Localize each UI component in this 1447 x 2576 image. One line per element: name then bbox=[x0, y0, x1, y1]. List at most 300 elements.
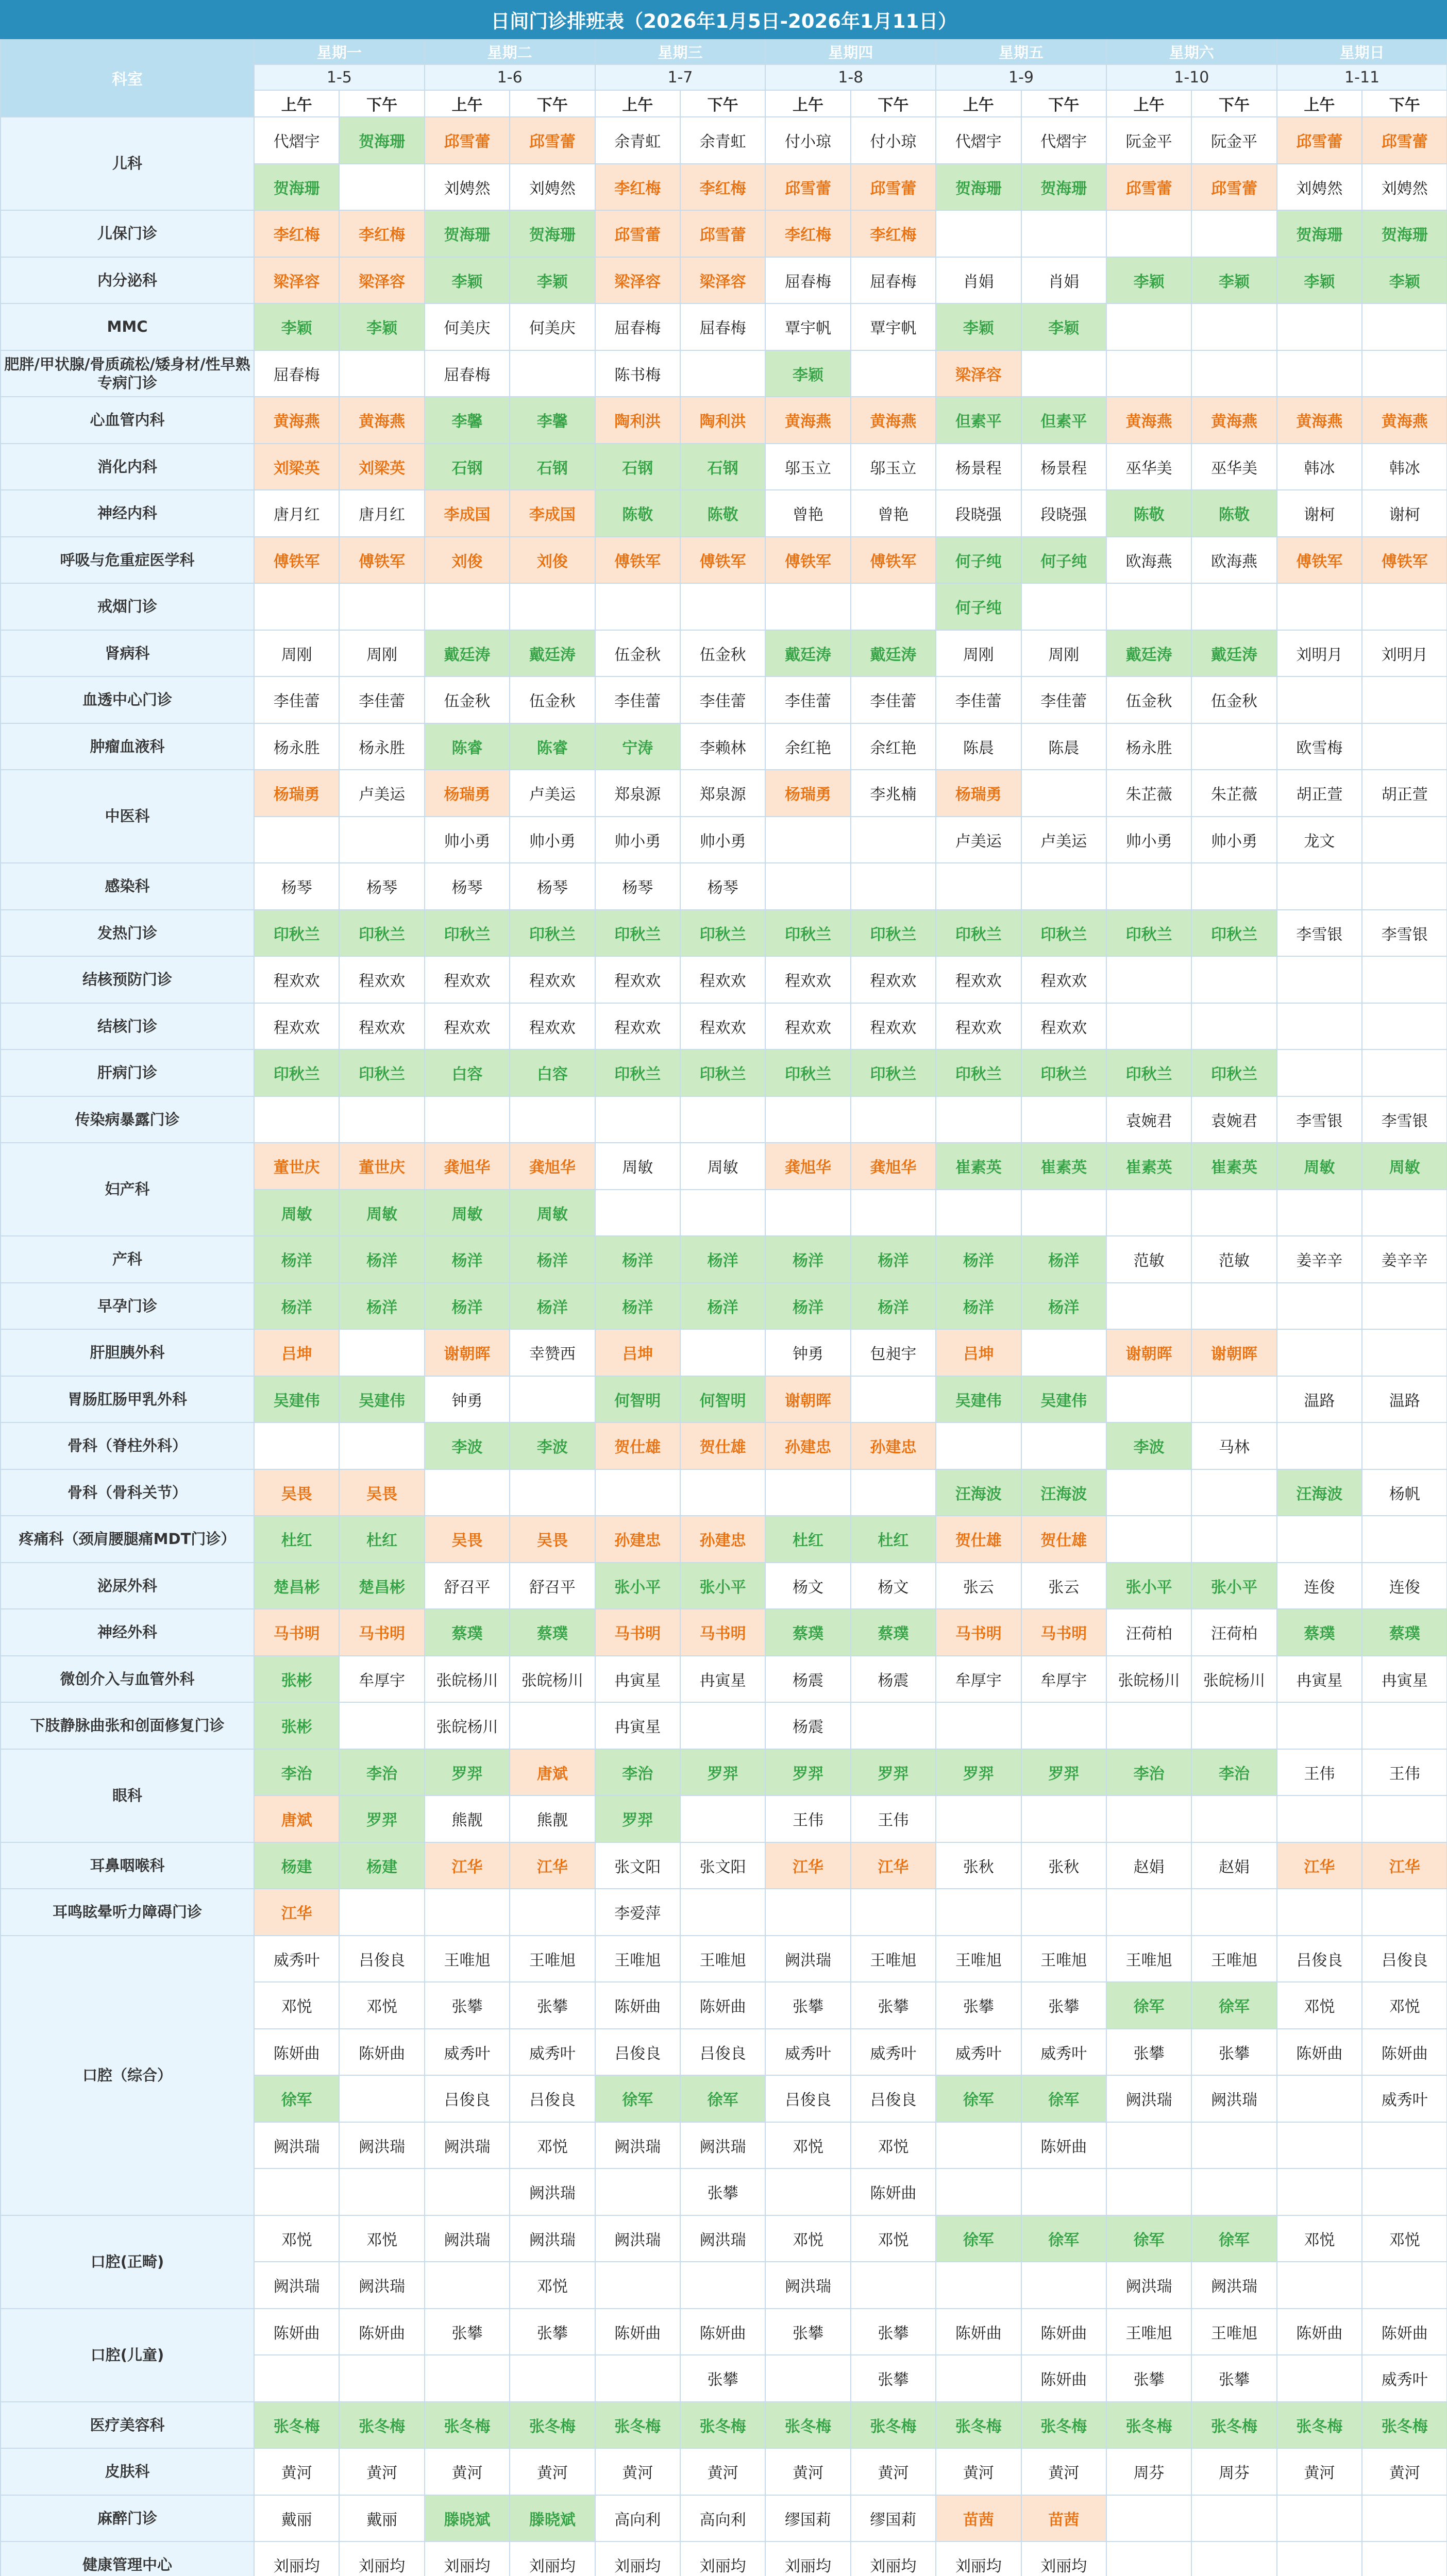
doctor-cell bbox=[339, 1422, 424, 1469]
am-header: 上午 bbox=[765, 90, 850, 117]
doctor-cell: 程欢欢 bbox=[680, 1003, 765, 1050]
doctor-cell bbox=[1191, 2168, 1276, 2215]
doctor-cell: 罗羿 bbox=[680, 1749, 765, 1796]
doctor-cell bbox=[510, 350, 595, 397]
doctor-cell: 邓悦 bbox=[765, 2215, 850, 2262]
doctor-cell: 黄河 bbox=[936, 2448, 1021, 2495]
doctor-cell: 姜辛辛 bbox=[1362, 1236, 1447, 1283]
doctor-cell bbox=[339, 2168, 424, 2215]
am-header: 上午 bbox=[936, 90, 1021, 117]
doctor-cell bbox=[1021, 210, 1106, 257]
doctor-cell bbox=[1362, 956, 1447, 1003]
doctor-cell bbox=[1277, 2495, 1362, 2542]
doctor-cell: 王伟 bbox=[765, 1795, 850, 1842]
doctor-cell: 吕坤 bbox=[936, 1329, 1021, 1376]
doctor-cell: 韩冰 bbox=[1362, 444, 1447, 490]
doctor-cell: 刘明月 bbox=[1362, 630, 1447, 677]
doctor-cell: 张皖杨川 bbox=[1191, 1656, 1276, 1703]
doctor-cell bbox=[1277, 1889, 1362, 1936]
doctor-cell: 傅铁军 bbox=[680, 537, 765, 584]
doctor-cell: 刘丽均 bbox=[936, 2541, 1021, 2576]
doctor-cell bbox=[851, 863, 936, 910]
doctor-cell: 杨震 bbox=[765, 1656, 850, 1703]
doctor-cell: 刘娉然 bbox=[510, 164, 595, 211]
doctor-cell: 罗羿 bbox=[765, 1749, 850, 1796]
doctor-cell: 蔡璞 bbox=[425, 1609, 510, 1656]
table-row bbox=[1, 490, 1447, 537]
doctor-cell: 杨文 bbox=[851, 1563, 936, 1609]
doctor-cell: 龙文 bbox=[1277, 817, 1362, 863]
doctor-cell: 杨建 bbox=[339, 1842, 424, 1889]
doctor-cell: 贺海珊 bbox=[1362, 210, 1447, 257]
doctor-cell bbox=[425, 583, 510, 630]
doctor-cell bbox=[1106, 1283, 1191, 1330]
doctor-cell: 邱雪蕾 bbox=[425, 117, 510, 164]
department-name: 口腔（综合） bbox=[1, 1936, 254, 2215]
doctor-cell: 张冬梅 bbox=[595, 2402, 680, 2449]
doctor-cell: 黄河 bbox=[595, 2448, 680, 2495]
table-row bbox=[1, 1283, 1447, 1330]
doctor-cell bbox=[339, 817, 424, 863]
doctor-cell: 肖娟 bbox=[936, 257, 1021, 304]
doctor-cell: 王唯旭 bbox=[425, 1936, 510, 1982]
doctor-cell: 陈睿 bbox=[425, 723, 510, 770]
doctor-cell bbox=[1106, 956, 1191, 1003]
doctor-cell bbox=[851, 583, 936, 630]
doctor-cell bbox=[1191, 1516, 1276, 1563]
doctor-cell bbox=[1191, 1889, 1276, 1936]
doctor-cell: 陈妍曲 bbox=[1277, 2029, 1362, 2076]
doctor-cell: 威秀叶 bbox=[425, 2029, 510, 2076]
doctor-cell: 李颖 bbox=[339, 303, 424, 350]
doctor-cell: 周敏 bbox=[595, 1143, 680, 1190]
doctor-cell: 邱雪蕾 bbox=[510, 117, 595, 164]
department-name: 皮肤科 bbox=[1, 2448, 254, 2495]
doctor-cell: 冉寅星 bbox=[1362, 1656, 1447, 1703]
doctor-cell: 黄河 bbox=[1021, 2448, 1106, 2495]
table-row bbox=[1, 770, 1447, 817]
table-row bbox=[1, 1003, 1447, 1050]
doctor-cell: 李红梅 bbox=[254, 210, 339, 257]
doctor-cell: 杨琴 bbox=[595, 863, 680, 910]
doctor-cell bbox=[1021, 2262, 1106, 2309]
pm-header: 下午 bbox=[1362, 90, 1447, 117]
doctor-cell: 印秋兰 bbox=[339, 910, 424, 957]
doctor-cell: 阙洪瑞 bbox=[595, 2215, 680, 2262]
doctor-cell: 印秋兰 bbox=[936, 910, 1021, 957]
doctor-cell: 戴廷涛 bbox=[425, 630, 510, 677]
doctor-cell: 戴廷涛 bbox=[1106, 630, 1191, 677]
doctor-cell bbox=[936, 1702, 1021, 1749]
doctor-cell: 威秀叶 bbox=[851, 2029, 936, 2076]
department-name: 肥胖/甲状腺/骨质疏松/矮身材/性早熟专病门诊 bbox=[1, 350, 254, 397]
doctor-cell: 李红梅 bbox=[680, 164, 765, 211]
doctor-cell bbox=[339, 1096, 424, 1143]
doctor-cell bbox=[1277, 1190, 1362, 1236]
doctor-cell: 袁婉君 bbox=[1191, 1096, 1276, 1143]
doctor-cell: 贺海珊 bbox=[510, 210, 595, 257]
doctor-cell bbox=[1021, 1795, 1106, 1842]
doctor-cell: 李成国 bbox=[425, 490, 510, 537]
doctor-cell: 印秋兰 bbox=[936, 1049, 1021, 1096]
doctor-cell: 邱雪蕾 bbox=[595, 210, 680, 257]
doctor-cell: 杨永胜 bbox=[1106, 723, 1191, 770]
doctor-cell: 威秀叶 bbox=[1362, 2075, 1447, 2122]
doctor-cell bbox=[1362, 1003, 1447, 1050]
doctor-cell: 梁泽容 bbox=[339, 257, 424, 304]
doctor-cell: 杨洋 bbox=[936, 1283, 1021, 1330]
doctor-cell: 杨洋 bbox=[339, 1283, 424, 1330]
doctor-cell bbox=[339, 1329, 424, 1376]
doctor-cell: 梁泽容 bbox=[680, 257, 765, 304]
doctor-cell: 杨洋 bbox=[425, 1283, 510, 1330]
doctor-cell bbox=[765, 1096, 850, 1143]
doctor-cell: 徐军 bbox=[936, 2075, 1021, 2122]
doctor-cell: 罗羿 bbox=[595, 1795, 680, 1842]
doctor-cell bbox=[425, 2262, 510, 2309]
doctor-cell bbox=[1106, 2541, 1191, 2576]
doctor-cell: 周敏 bbox=[254, 1190, 339, 1236]
am-header: 上午 bbox=[595, 90, 680, 117]
doctor-cell bbox=[680, 350, 765, 397]
doctor-cell bbox=[1191, 2541, 1276, 2576]
doctor-cell: 梁泽容 bbox=[254, 257, 339, 304]
doctor-cell bbox=[1191, 723, 1276, 770]
doctor-cell bbox=[1277, 1003, 1362, 1050]
doctor-cell: 陈妍曲 bbox=[339, 2309, 424, 2355]
doctor-cell: 苗茜 bbox=[1021, 2495, 1106, 2542]
doctor-cell: 印秋兰 bbox=[680, 910, 765, 957]
doctor-cell: 李颖 bbox=[1191, 257, 1276, 304]
doctor-cell: 程欢欢 bbox=[851, 956, 936, 1003]
doctor-cell bbox=[936, 1889, 1021, 1936]
department-name: 口腔(儿童) bbox=[1, 2309, 254, 2402]
doctor-cell: 卢美运 bbox=[936, 817, 1021, 863]
doctor-cell: 张秋 bbox=[936, 1842, 1021, 1889]
doctor-cell: 印秋兰 bbox=[595, 910, 680, 957]
doctor-cell: 邓悦 bbox=[254, 2215, 339, 2262]
doctor-cell: 谢朝晖 bbox=[1191, 1329, 1276, 1376]
doctor-cell bbox=[1277, 2541, 1362, 2576]
doctor-cell: 杨洋 bbox=[765, 1236, 850, 1283]
doctor-cell: 覃宇帆 bbox=[765, 303, 850, 350]
doctor-cell: 威秀叶 bbox=[254, 1936, 339, 1982]
doctor-cell: 陈妍曲 bbox=[680, 2309, 765, 2355]
department-name: 医疗美容科 bbox=[1, 2402, 254, 2449]
department-name: 眼科 bbox=[1, 1749, 254, 1842]
doctor-cell: 张皖杨川 bbox=[425, 1656, 510, 1703]
doctor-cell bbox=[339, 1702, 424, 1749]
doctor-cell: 欧海燕 bbox=[1106, 537, 1191, 584]
doctor-cell: 梁泽容 bbox=[936, 350, 1021, 397]
department-name: 骨科（脊柱外科） bbox=[1, 1422, 254, 1469]
doctor-cell bbox=[851, 1469, 936, 1516]
doctor-cell: 张小平 bbox=[1191, 1563, 1276, 1609]
doctor-cell: 张攀 bbox=[936, 1982, 1021, 2029]
doctor-cell: 杨瑞勇 bbox=[425, 770, 510, 817]
doctor-cell: 代熠宇 bbox=[936, 117, 1021, 164]
department-name: 血透中心门诊 bbox=[1, 676, 254, 723]
doctor-cell: 肖娟 bbox=[1021, 257, 1106, 304]
department-name: 耳鸣眩晕听力障碍门诊 bbox=[1, 1889, 254, 1936]
doctor-cell bbox=[1277, 2168, 1362, 2215]
department-name: 发热门诊 bbox=[1, 910, 254, 957]
doctor-cell: 朱芷薇 bbox=[1106, 770, 1191, 817]
table-row bbox=[1, 583, 1447, 630]
doctor-cell: 傅铁军 bbox=[1362, 537, 1447, 584]
doctor-cell: 连俊 bbox=[1277, 1563, 1362, 1609]
doctor-cell: 程欢欢 bbox=[936, 956, 1021, 1003]
doctor-cell: 阙洪瑞 bbox=[1106, 2075, 1191, 2122]
table-row bbox=[1, 1329, 1447, 1376]
doctor-cell: 程欢欢 bbox=[339, 1003, 424, 1050]
doctor-cell bbox=[680, 2262, 765, 2309]
doctor-cell bbox=[1277, 1702, 1362, 1749]
doctor-cell: 张攀 bbox=[510, 1982, 595, 2029]
table-row bbox=[1, 1236, 1447, 1283]
doctor-cell: 熊靓 bbox=[425, 1795, 510, 1842]
doctor-cell: 何美庆 bbox=[510, 303, 595, 350]
doctor-cell bbox=[595, 2355, 680, 2402]
doctor-cell: 江华 bbox=[1277, 1842, 1362, 1889]
doctor-cell: 杨洋 bbox=[1021, 1283, 1106, 1330]
doctor-cell: 杨永胜 bbox=[339, 723, 424, 770]
doctor-cell bbox=[936, 1096, 1021, 1143]
doctor-cell bbox=[765, 1889, 850, 1936]
doctor-cell: 李佳蕾 bbox=[339, 676, 424, 723]
table-row bbox=[1, 2402, 1447, 2449]
doctor-cell: 刘梁英 bbox=[254, 444, 339, 490]
doctor-cell: 邓悦 bbox=[851, 2122, 936, 2169]
doctor-cell bbox=[595, 2168, 680, 2215]
doctor-cell: 欧雪梅 bbox=[1277, 723, 1362, 770]
doctor-cell bbox=[1106, 210, 1191, 257]
doctor-cell: 李颖 bbox=[1362, 257, 1447, 304]
table-row bbox=[1, 723, 1447, 770]
doctor-cell bbox=[1106, 1795, 1191, 1842]
doctor-cell: 吕俊良 bbox=[339, 1936, 424, 1982]
department-name: 心血管内科 bbox=[1, 397, 254, 444]
doctor-cell: 何子纯 bbox=[936, 583, 1021, 630]
doctor-cell: 李红梅 bbox=[765, 210, 850, 257]
doctor-cell: 程欢欢 bbox=[1021, 1003, 1106, 1050]
doctor-cell: 黄海燕 bbox=[851, 397, 936, 444]
doctor-cell: 李佳蕾 bbox=[680, 676, 765, 723]
doctor-cell: 杨洋 bbox=[1021, 1236, 1106, 1283]
doctor-cell bbox=[851, 1190, 936, 1236]
doctor-cell: 李颖 bbox=[254, 303, 339, 350]
department-name: 妇产科 bbox=[1, 1143, 254, 1236]
doctor-cell: 吴建伟 bbox=[254, 1376, 339, 1423]
doctor-cell bbox=[339, 1889, 424, 1936]
table-row bbox=[1, 1096, 1447, 1143]
doctor-cell: 陈敬 bbox=[595, 490, 680, 537]
doctor-cell: 伍金秋 bbox=[425, 676, 510, 723]
doctor-cell: 吕俊良 bbox=[1362, 1936, 1447, 1982]
day-header: 星期四 bbox=[765, 39, 936, 64]
doctor-cell: 周刚 bbox=[339, 630, 424, 677]
doctor-cell: 吴畏 bbox=[339, 1469, 424, 1516]
doctor-cell bbox=[936, 2122, 1021, 2169]
doctor-cell bbox=[1362, 2122, 1447, 2169]
doctor-cell: 吕俊良 bbox=[425, 2075, 510, 2122]
department-name: 消化内科 bbox=[1, 444, 254, 490]
doctor-cell bbox=[765, 2355, 850, 2402]
doctor-cell bbox=[1362, 1283, 1447, 1330]
doctor-cell: 马书明 bbox=[595, 1609, 680, 1656]
doctor-cell: 朱芷薇 bbox=[1191, 770, 1276, 817]
doctor-cell bbox=[1362, 2168, 1447, 2215]
doctor-cell bbox=[1277, 1516, 1362, 1563]
doctor-cell bbox=[1191, 1003, 1276, 1050]
pm-header: 下午 bbox=[851, 90, 936, 117]
doctor-cell bbox=[1191, 303, 1276, 350]
doctor-cell: 李波 bbox=[510, 1422, 595, 1469]
doctor-cell bbox=[339, 2355, 424, 2402]
doctor-cell: 杜红 bbox=[339, 1516, 424, 1563]
doctor-cell bbox=[680, 1795, 765, 1842]
doctor-cell: 梁泽容 bbox=[595, 257, 680, 304]
doctor-cell: 巫华美 bbox=[1191, 444, 1276, 490]
doctor-cell: 杨琴 bbox=[339, 863, 424, 910]
department-name: 内分泌科 bbox=[1, 257, 254, 304]
department-name: 神经外科 bbox=[1, 1609, 254, 1656]
table-row bbox=[1, 1609, 1447, 1656]
doctor-cell: 威秀叶 bbox=[765, 2029, 850, 2076]
doctor-cell: 周敏 bbox=[1362, 1143, 1447, 1190]
doctor-cell: 杨洋 bbox=[425, 1236, 510, 1283]
doctor-cell: 幸赞西 bbox=[510, 1329, 595, 1376]
department-name: 结核预防门诊 bbox=[1, 956, 254, 1003]
doctor-cell bbox=[1362, 1889, 1447, 1936]
doctor-cell: 汪荷柏 bbox=[1191, 1609, 1276, 1656]
doctor-cell: 曾艳 bbox=[765, 490, 850, 537]
doctor-cell bbox=[1277, 2122, 1362, 2169]
doctor-cell: 陈敬 bbox=[1191, 490, 1276, 537]
doctor-cell: 何子纯 bbox=[936, 537, 1021, 584]
date-header: 1-11 bbox=[1277, 64, 1447, 90]
doctor-cell: 杨瑞勇 bbox=[936, 770, 1021, 817]
doctor-cell: 谢朝晖 bbox=[1106, 1329, 1191, 1376]
doctor-cell: 陈妍曲 bbox=[851, 2168, 936, 2215]
doctor-cell: 屈春梅 bbox=[680, 303, 765, 350]
doctor-cell: 邓悦 bbox=[339, 2215, 424, 2262]
doctor-cell: 徐军 bbox=[1191, 1982, 1276, 2029]
doctor-cell bbox=[851, 1702, 936, 1749]
doctor-cell: 赵娟 bbox=[1191, 1842, 1276, 1889]
table-row bbox=[1, 1422, 1447, 1469]
doctor-cell: 张冬梅 bbox=[1277, 2402, 1362, 2449]
doctor-cell: 滕晓斌 bbox=[510, 2495, 595, 2542]
doctor-cell: 汪海波 bbox=[1021, 1469, 1106, 1516]
doctor-cell: 余青虹 bbox=[595, 117, 680, 164]
doctor-cell: 阮金平 bbox=[1191, 117, 1276, 164]
doctor-cell: 张攀 bbox=[851, 2309, 936, 2355]
doctor-cell: 张皖杨川 bbox=[1106, 1656, 1191, 1703]
doctor-cell: 黄海燕 bbox=[1106, 397, 1191, 444]
doctor-cell: 白容 bbox=[510, 1049, 595, 1096]
doctor-cell: 陈妍曲 bbox=[1362, 2029, 1447, 2076]
doctor-cell bbox=[765, 863, 850, 910]
table-row bbox=[1, 444, 1447, 490]
doctor-cell: 程欢欢 bbox=[851, 1003, 936, 1050]
doctor-cell: 徐军 bbox=[1021, 2075, 1106, 2122]
table-row bbox=[1, 2309, 1447, 2355]
doctor-cell: 张冬梅 bbox=[1021, 2402, 1106, 2449]
department-name: 呼吸与危重症医学科 bbox=[1, 537, 254, 584]
doctor-cell: 李颖 bbox=[936, 303, 1021, 350]
doctor-cell: 张攀 bbox=[851, 2355, 936, 2402]
doctor-cell: 龚旭华 bbox=[425, 1143, 510, 1190]
table-row bbox=[1, 1656, 1447, 1703]
doctor-cell: 吴畏 bbox=[510, 1516, 595, 1563]
doctor-cell: 傅铁军 bbox=[851, 537, 936, 584]
doctor-cell bbox=[1277, 1795, 1362, 1842]
doctor-cell: 阙洪瑞 bbox=[595, 2122, 680, 2169]
doctor-cell: 吕俊良 bbox=[510, 2075, 595, 2122]
doctor-cell bbox=[1277, 1329, 1362, 1376]
doctor-cell: 杨景程 bbox=[936, 444, 1021, 490]
doctor-cell: 杨景程 bbox=[1021, 444, 1106, 490]
table-row bbox=[1, 1749, 1447, 1796]
doctor-cell bbox=[510, 1376, 595, 1423]
doctor-cell: 何美庆 bbox=[425, 303, 510, 350]
doctor-cell: 杨洋 bbox=[765, 1283, 850, 1330]
doctor-cell: 龚旭华 bbox=[510, 1143, 595, 1190]
doctor-cell bbox=[1191, 1190, 1276, 1236]
department-name: 肾病科 bbox=[1, 630, 254, 677]
doctor-cell: 李颖 bbox=[1277, 257, 1362, 304]
doctor-cell: 连俊 bbox=[1362, 1563, 1447, 1609]
doctor-cell: 张冬梅 bbox=[936, 2402, 1021, 2449]
table-row bbox=[1, 1889, 1447, 1936]
department-name: 神经内科 bbox=[1, 490, 254, 537]
doctor-cell: 张文阳 bbox=[680, 1842, 765, 1889]
department-name: 微创介入与血管外科 bbox=[1, 1656, 254, 1703]
doctor-cell: 李波 bbox=[1106, 1422, 1191, 1469]
doctor-cell: 杨琴 bbox=[254, 863, 339, 910]
doctor-cell: 威秀叶 bbox=[510, 2029, 595, 2076]
doctor-cell: 黄河 bbox=[254, 2448, 339, 2495]
doctor-cell: 程欢欢 bbox=[595, 1003, 680, 1050]
doctor-cell: 吴畏 bbox=[254, 1469, 339, 1516]
doctor-cell: 宁涛 bbox=[595, 723, 680, 770]
doctor-cell: 邓悦 bbox=[1362, 1982, 1447, 2029]
date-header: 1-9 bbox=[936, 64, 1106, 90]
doctor-cell bbox=[254, 2168, 339, 2215]
doctor-cell: 罗羿 bbox=[1021, 1749, 1106, 1796]
doctor-cell bbox=[339, 583, 424, 630]
doctor-cell bbox=[1106, 1376, 1191, 1423]
table-row bbox=[1, 956, 1447, 1003]
table-row bbox=[1, 2448, 1447, 2495]
doctor-cell: 董世庆 bbox=[339, 1143, 424, 1190]
doctor-cell: 唐斌 bbox=[510, 1749, 595, 1796]
doctor-cell: 贺海珊 bbox=[1021, 164, 1106, 211]
doctor-cell: 邱雪蕾 bbox=[851, 164, 936, 211]
doctor-cell: 李红梅 bbox=[851, 210, 936, 257]
doctor-cell: 李治 bbox=[1191, 1749, 1276, 1796]
doctor-cell: 陶利洪 bbox=[680, 397, 765, 444]
doctor-cell: 屈春梅 bbox=[851, 257, 936, 304]
table-row bbox=[1, 2541, 1447, 2576]
department-name: 肝病门诊 bbox=[1, 1049, 254, 1096]
doctor-cell: 吕俊良 bbox=[680, 2029, 765, 2076]
doctor-cell: 覃宇帆 bbox=[851, 303, 936, 350]
department-name: 中医科 bbox=[1, 770, 254, 863]
doctor-cell: 周敏 bbox=[680, 1143, 765, 1190]
doctor-cell bbox=[680, 1889, 765, 1936]
